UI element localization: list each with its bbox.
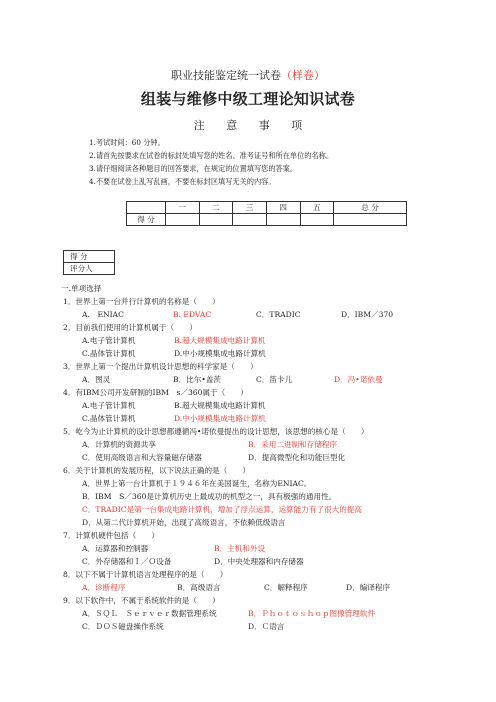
q4-option-b: B.超大规模集成电路计算机	[174, 401, 266, 410]
q6-option-d: D．从第二代计算机开始，出现了高级语言，不依赖低级语言	[82, 518, 286, 527]
note-1: 1.考试时间：60 分钟。	[89, 138, 165, 147]
q1-option-d: D．IBM／370	[341, 310, 394, 319]
grader-name-label: 评分人	[64, 263, 115, 275]
q9-option-a: A．ＳＱＬ Ｓｅｒｖｅｒ数据管理系统	[82, 609, 217, 618]
q6-option-a: A．世界上第一台计算机于１９４６年在美国诞生，名称为ENIAC。	[82, 479, 312, 488]
score-cell[interactable]	[300, 214, 334, 226]
score-cell[interactable]	[334, 214, 407, 226]
q4-option-d-answer: D.中小规模集成电路计算机	[174, 414, 266, 423]
q5-option-c: C．使用高级语言和大容量磁存储器	[82, 453, 202, 462]
q7-option-b-answer: B．主机和外设	[214, 544, 266, 553]
note-3: 3.请仔细阅读各种题目的回答要求，在规定的位置填写您的答案。	[89, 164, 298, 173]
section-title: 一.单项选择	[61, 284, 102, 293]
q2-option-b-answer: B.超大规模集成电路计算机	[174, 336, 266, 345]
q8-option-a-answer: A．诊断程序	[82, 583, 126, 592]
score-header-3: 三	[233, 202, 267, 214]
score-header-5: 五	[300, 202, 334, 214]
score-cell[interactable]	[266, 214, 300, 226]
score-cell[interactable]	[166, 214, 200, 226]
q3-option-c: C．笛卡儿	[256, 375, 293, 384]
q1-option-c: C．TRADIC	[256, 310, 301, 319]
q1-option-b-answer: B. EDVAC	[173, 310, 212, 319]
q9-option-b-answer: B．Ｐｈｏｔｏｓｈｏｐ图像管理软件	[248, 609, 376, 618]
q9-option-c: C．ＤＯＳ磁盘操作系统	[82, 622, 164, 631]
q7-option-a: A．运算器和控制器	[82, 544, 149, 553]
exam-subtitle: 组装与维修中级工理论知识试卷	[140, 90, 356, 108]
question-5: 5．屹今为止计算机的设计思想都遵循冯•诺依曼提出的设计思想，该思想的核心是（ ）	[63, 427, 369, 436]
exam-title: 职业技能鉴定统一试卷（样卷）	[171, 69, 325, 82]
score-header-1: 一	[166, 202, 200, 214]
q2-option-c: C.晶体管计算机	[82, 349, 136, 358]
question-2: 2．目前我们使用的计算机属于（ ）	[63, 323, 197, 332]
q8-option-b: B．高级语言	[177, 583, 221, 592]
score-cell[interactable]	[233, 214, 267, 226]
note-2: 2.请首先按要求在试卷的标封处填写您的姓名、准考证号和所在单位的名称。	[89, 151, 334, 160]
q3-option-b: B．比尔•盖茨	[173, 375, 222, 384]
q5-option-a: A．计算机的资源共享	[82, 440, 156, 449]
q6-option-c-answer: C．TRADIC是第一台集成电路计算机，增加了浮点运算，运算能力有了很大的提高	[82, 505, 362, 514]
q9-option-d: D．Ｃ语言	[248, 622, 285, 631]
score-header-total: 总 分	[334, 202, 407, 214]
note-4: 4.不要在试卷上乱写乱画，不要在标封区填写无关的内容。	[89, 177, 276, 186]
q4-option-a: A.电子管计算机	[82, 401, 136, 410]
q7-option-c: C．外存储器和Ｉ／Ｏ设备	[82, 557, 172, 566]
score-header-2: 二	[199, 202, 233, 214]
score-header-blank	[127, 202, 166, 214]
q3-option-a: A．图灵	[82, 375, 111, 384]
q5-option-b-answer: B．采用二进制和存储程序	[248, 440, 338, 449]
q2-option-a: A.电子管计算机	[82, 336, 136, 345]
q4-option-c: C.晶体管计算机	[82, 414, 136, 423]
q7-option-d: D．中央处理器和内存储器	[214, 557, 304, 566]
score-table	[126, 201, 407, 226]
q8-option-c: C．解释程序	[264, 583, 308, 592]
q8-option-d: D．编译程序	[346, 583, 391, 592]
grader-table	[63, 250, 115, 275]
q1-option-a: A. ENIAC	[82, 310, 124, 319]
question-4: 4．有IBM公司开发研制的IBM s／360属于（ ）	[63, 388, 249, 397]
question-8: 8．以下不属于计算机语言处理程序的是（ ）	[63, 570, 228, 579]
question-9: 9．以下软件中，不属于系统软件的是（ ）	[63, 596, 220, 605]
q2-option-d: D.中小规模集成电路计算机	[174, 349, 266, 358]
sample-tag: （样卷）	[281, 69, 325, 82]
q3-option-d-answer: D．冯•诺依曼	[334, 375, 383, 384]
question-6: 6．关于计算机的发展历程，以下说法正确的是（ ）	[63, 466, 251, 475]
notice-heading: 注 意 事 项	[193, 119, 303, 132]
question-7: 7．计算机硬件包括（ ）	[63, 531, 159, 540]
score-header-4: 四	[266, 202, 300, 214]
q5-option-d: D．提高微型化和功能巨型化	[248, 453, 346, 462]
q6-option-b: B．IBM S／360是计算机历史上最成功的机型之一，具有极强的通用性。	[82, 492, 337, 501]
score-row-label: 得 分	[127, 214, 166, 226]
score-cell[interactable]	[199, 214, 233, 226]
question-1: 1．世界上第一台并行计算机的名称是（ ）	[63, 297, 220, 306]
question-3: 3．世界上第一个提出计算机设计思想的科学家是（ ）	[63, 362, 258, 371]
grader-score-label: 得 分	[64, 251, 115, 263]
